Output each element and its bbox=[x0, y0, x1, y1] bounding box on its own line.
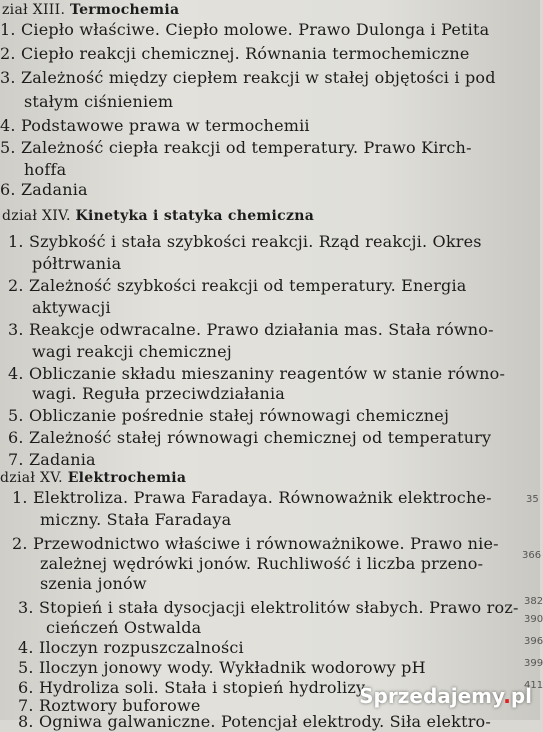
page-number: 35 bbox=[526, 494, 539, 505]
toc-entry: 1. Szybkość i stała szybkości reakcji. Rząd reakcji. Okres bbox=[8, 232, 482, 251]
toc-entry: 1. Ciepło właściwe. Ciepło molowe. Prawo Dulonga i Petita bbox=[0, 20, 490, 39]
toc-entry: 7. Roztwory buforowe bbox=[18, 696, 201, 715]
toc-entry-continued: miczny. Stała Faradaya bbox=[40, 510, 232, 529]
toc-entry: 3. Reakcje odwracalne. Prawo działania mas. Stała równo- bbox=[8, 320, 494, 339]
toc-entry-continued: szenia jonów bbox=[40, 574, 147, 593]
toc-entry-continued: zależnej wędrówki jonów. Ruchliwość i liczba przeno- bbox=[40, 554, 484, 573]
toc-entry: 2. Ciepło reakcji chemicznej. Równania termochemiczne bbox=[0, 44, 470, 63]
toc-entry-continued: wagi reakcji chemicznej bbox=[32, 342, 232, 361]
toc-entry: 3. Stopień i stała dysocjacji elektrolitów słabych. Prawo roz- bbox=[18, 598, 519, 617]
toc-entry: 7. Zadania bbox=[8, 450, 96, 469]
toc-entry: 1. Elektroliza. Prawa Faradaya. Równoważnik elektroche- bbox=[12, 488, 492, 507]
toc-entry: 4. Iloczyn rozpuszczalności bbox=[18, 638, 244, 657]
watermark-logo: Sprzedajemy.pl bbox=[359, 684, 532, 708]
page-number: 382 bbox=[524, 596, 543, 607]
page-number: 399 bbox=[524, 658, 543, 669]
toc-entry-continued: hoffa bbox=[24, 160, 67, 179]
toc-entry: 4. Podstawowe prawa w termochemii bbox=[0, 116, 310, 135]
page-number: 390 bbox=[524, 614, 543, 625]
toc-entry-continued: stałym ciśnieniem bbox=[24, 92, 174, 111]
toc-entry: 4. Obliczanie składu mieszaniny reagentów w stanie równo- bbox=[8, 364, 506, 383]
toc-entry-continued: półtrwania bbox=[32, 254, 122, 273]
toc-entry: 5. Zależność ciepła reakcji od temperatury. Prawo Kirch- bbox=[0, 138, 472, 157]
toc-entry: 6. Zależność stałej równowagi chemicznej od temperatury bbox=[8, 428, 492, 447]
toc-entry-continued: wagi. Reguła przeciwdziałania bbox=[32, 384, 286, 403]
toc-entry: 2. Zależność szybkości reakcji od temperatury. Energia bbox=[8, 276, 467, 295]
toc-entry-continued: aktywacji bbox=[32, 298, 111, 317]
toc-entry: 3. Zależność między ciepłem reakcji w stałej objętości i pod bbox=[0, 68, 496, 87]
page-number: 411 bbox=[524, 680, 543, 691]
toc-entry: 6. Hydroliza soli. Stała i stopień hydrolizy bbox=[18, 678, 366, 697]
toc-entry: 2. Przewodnictwo właściwe i równoważnikowe. Prawo nie- bbox=[12, 534, 499, 553]
toc-entry: 8. Ogniwa galwaniczne. Potencjał elektrody. Siła elektro- bbox=[18, 712, 491, 731]
page-number: 366 bbox=[522, 550, 542, 561]
toc-entry-continued: cieńczeń Ostwalda bbox=[46, 618, 202, 637]
section-header: ział XIII. Termochemia bbox=[2, 2, 180, 18]
page-number: 396 bbox=[524, 636, 543, 647]
section-header: dział XV. Elektrochemia bbox=[0, 470, 187, 486]
toc-entry: 5. Iloczyn jonowy wody. Wykładnik wodorowy pH bbox=[18, 658, 426, 677]
toc-entry: 6. Zadania bbox=[0, 180, 88, 199]
toc-entry: 5. Obliczanie pośrednie stałej równowagi chemicznej bbox=[8, 406, 450, 425]
section-header: dział XIV. Kinetyka i statyka chemiczna bbox=[2, 208, 315, 224]
